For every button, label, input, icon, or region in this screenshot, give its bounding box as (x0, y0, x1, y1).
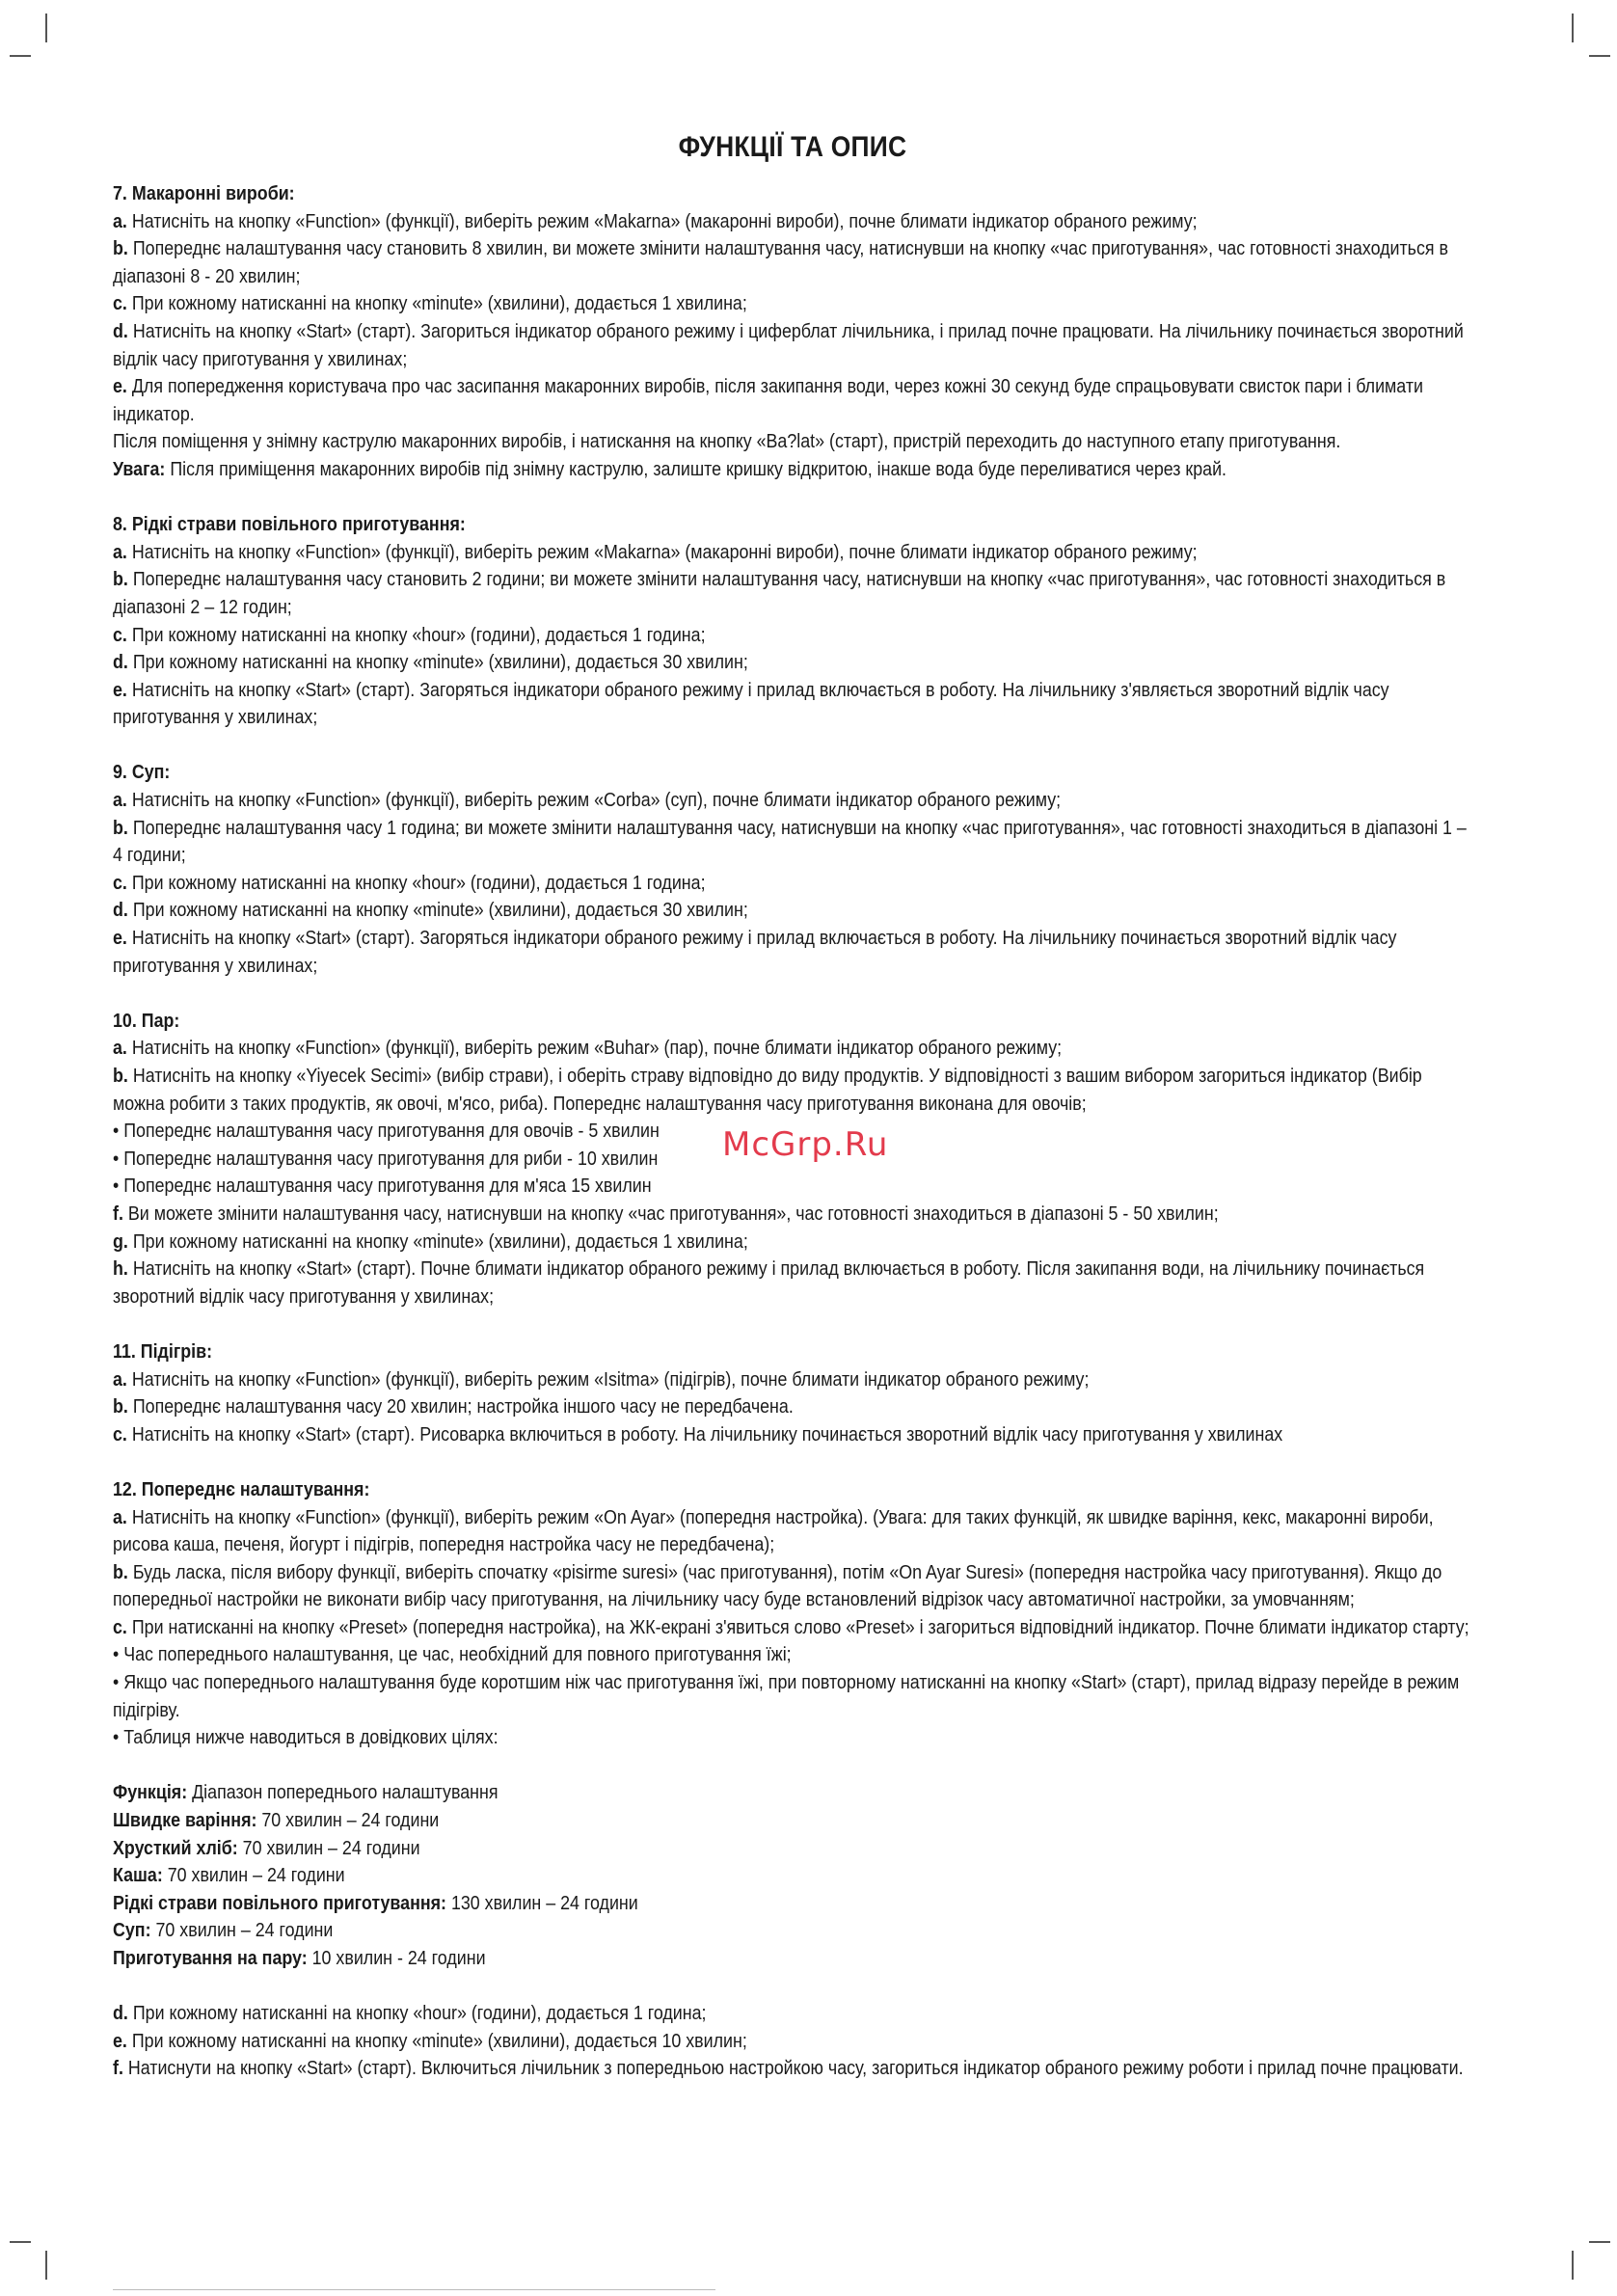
item-label: b. (113, 1066, 128, 1087)
paragraph-line (113, 622, 1471, 650)
item-label: Приготування на пару: (113, 1948, 308, 1969)
paragraph-line (113, 870, 1471, 898)
section (113, 2000, 1471, 2083)
item-label: a. (113, 1368, 127, 1391)
paragraph-line (113, 787, 1471, 815)
paragraph-line (113, 1256, 1471, 1310)
item-label: a. (113, 210, 127, 232)
item-text: Натисніть на кнопку «Function» (функції), виберіть режим «Isitma» (підігрів), почне блимати індикатор обраного режиму; (126, 1368, 1090, 1391)
section-heading: 12. Попереднє налаштування: (113, 1478, 370, 1500)
item-text: 70 хвилин – 24 години (162, 1865, 345, 1887)
crop-mark (1589, 2241, 1610, 2243)
paragraph-line (113, 1835, 1471, 1863)
paragraph-line (113, 1201, 1471, 1229)
item-label: b. (113, 569, 128, 591)
item-label: f. (113, 2058, 123, 2080)
item-text: При натисканні на кнопку «Preset» (попередня настройка), на ЖК-екрані з'явиться слово «Preset» і загориться відповідний індикатор. Почне блимати індикатор старту; (126, 1616, 1469, 1638)
paragraph-line (113, 1035, 1471, 1063)
watermark: McGrp.Ru (722, 1125, 889, 1164)
paragraph-line (113, 235, 1471, 290)
item-label: c. (113, 293, 127, 315)
item-text: Попереднє налаштування часу 20 хвилин; настройка іншого часу не передбачена. (127, 1396, 794, 1418)
item-text: Ви можете змінити налаштування часу, натиснувши на кнопку «час приготування», час готовності знаходиться в діапазоні 5 - 50 хвилин; (122, 1202, 1219, 1225)
paragraph-line (113, 1779, 1471, 1807)
section-heading: 11. Підігрів: (113, 1340, 213, 1363)
item-text: 70 хвилин – 24 години (256, 1810, 440, 1832)
item-text: При кожному натисканні на кнопку «minute» (хвилини), додається 10 хвилин; (126, 2030, 747, 2052)
item-text: • Якщо час попереднього налаштування буде коротшим ніж час приготування їжі, при повторному натисканні на кнопку «Start» (старт), прилад відразу перейде в режим підігріву. (113, 1672, 1460, 1721)
paragraph-line (113, 1862, 1471, 1890)
item-label: c. (113, 624, 127, 646)
item-text: При кожному натисканні на кнопку «minute» (хвилини), додається 1 хвилина; (126, 293, 747, 315)
paragraph-line (113, 566, 1471, 621)
item-label: d. (113, 652, 128, 674)
crop-mark (1572, 2251, 1574, 2280)
item-text: • Попереднє налаштування часу приготування для овочів - 5 хвилин (113, 1121, 660, 1143)
paragraph-line (113, 1393, 1471, 1421)
item-label: h. (113, 1258, 128, 1281)
paragraph-line (113, 318, 1471, 373)
item-text: 70 хвилин – 24 години (237, 1837, 420, 1859)
item-text: Після поміщення у знімну каструлю макаронних виробів, і натискання на кнопку «Ba?lat» (старт), пристрій переходить до наступного етапу приготування. (113, 431, 1341, 453)
paragraph-line (113, 1945, 1471, 1973)
paragraph-line (113, 373, 1471, 428)
paragraph-line (113, 897, 1471, 925)
paragraph-line (113, 1917, 1471, 1945)
item-text: Натисніть на кнопку «Function» (функції), виберіть режим «On Ayar» (попередня настройка). (Увага: для таких функцій, як швидке варіння, кекс, макаронні вироби, рисова каша, печеня, йогурт і підігрів, попередня настройка часу не передбачена); (113, 1506, 1434, 1556)
paragraph-line (113, 649, 1471, 677)
item-text: • Час попереднього налаштування, це час, необхідний для повного приготування їжі; (113, 1644, 792, 1666)
item-label: d. (113, 320, 128, 342)
item-text: Натисніть на кнопку «Start» (старт). Рисоварка включиться в роботу. На лічильнику починається зворотний відлік часу приготування у хвилинах (126, 1423, 1283, 1445)
item-label: c. (113, 1616, 127, 1638)
item-text: Натисніть на кнопку «Function» (функції), виберіть режим «Corba» (суп), почне блимати індикатор обраного режиму; (126, 790, 1062, 812)
paragraph-line (113, 539, 1471, 567)
item-text: Натисніть на кнопку «Start» (старт). Загориться індикатор обраного режиму і циферблат лічильника, і прилад почне працювати. На лічильнику починається зворотний відлік часу приготування у хвилинах; (113, 320, 1464, 370)
paragraph-line (113, 677, 1471, 732)
item-label: b. (113, 238, 128, 260)
page-title: ФУНКЦІЇ ТА ОПИС (678, 131, 907, 163)
item-text: Натисніть на кнопку «Function» (функції), виберіть режим «Makarna» (макаронні вироби), почне блимати індикатор обраного режиму; (126, 210, 1198, 232)
item-text: При кожному натисканні на кнопку «hour» (години), додається 1 година; (127, 2003, 707, 2025)
item-label: a. (113, 1506, 127, 1528)
section-heading: 9. Суп: (113, 762, 171, 784)
item-label: e. (113, 376, 127, 398)
paragraph-line (113, 208, 1471, 236)
paragraph-line (113, 1724, 1471, 1752)
item-text: Натисніть на кнопку «Start» (старт). Загоряться індикатори обраного режиму і прилад включається в роботу. На лічильнику з'являється зворотний відлік часу приготування у хвилинах; (113, 679, 1389, 729)
item-label: c. (113, 1423, 127, 1445)
item-label: Функція: (113, 1782, 188, 1804)
item-text: При кожному натисканні на кнопку «hour» (години), додається 1 година; (126, 872, 706, 894)
item-label: e. (113, 2030, 127, 2052)
section (113, 180, 1471, 484)
item-text: • Попереднє налаштування часу приготування для м'яса 15 хвилин (113, 1175, 652, 1198)
item-text: При кожному натисканні на кнопку «hour» (години), додається 1 година; (126, 624, 706, 646)
section (113, 759, 1471, 980)
item-label: Швидке варіння: (113, 1810, 257, 1832)
paragraph-line (113, 1366, 1471, 1394)
item-text: При кожному натисканні на кнопку «minute» (хвилини), додається 1 хвилина; (127, 1230, 748, 1253)
section (113, 1338, 1471, 1448)
item-label: f. (113, 1202, 123, 1225)
crop-mark (10, 55, 31, 57)
item-label: a. (113, 541, 127, 563)
paragraph-line (113, 2028, 1471, 2056)
section-heading: 10. Пар: (113, 1010, 180, 1032)
crop-mark (45, 14, 47, 42)
paragraph-line (113, 1421, 1471, 1449)
section-heading: 8. Рідкі страви повільного приготування: (113, 514, 466, 536)
item-label: e. (113, 928, 127, 950)
item-text: Для попередження користувача про час засипання макаронних виробів, після закипання води, через кожні 30 секунд буде спрацьовувати свисток пари і блимати індикатор. (113, 376, 1423, 425)
paragraph-line (113, 815, 1471, 870)
section (113, 1779, 1471, 1972)
item-text: Діапазон попереднього налаштування (187, 1782, 499, 1804)
paragraph-line (113, 1641, 1471, 1669)
paragraph-line (113, 2000, 1471, 2028)
item-label: d. (113, 2003, 128, 2025)
bottom-rule (113, 2289, 715, 2290)
item-text: Попереднє налаштування часу становить 8 хвилин, ви можете змінити налаштування часу, натиснувши на кнопку «час приготування», час готовності знаходиться в діапазоні 8 - 20 хвилин; (113, 238, 1448, 287)
paragraph-line (113, 1063, 1471, 1118)
item-label: Каша: (113, 1865, 163, 1887)
item-label: a. (113, 790, 127, 812)
item-text: Натисніть на кнопку «Function» (функції), виберіть режим «Makarna» (макаронні вироби), почне блимати індикатор обраного режиму; (126, 541, 1198, 563)
crop-mark (45, 2251, 47, 2280)
paragraph-line (113, 1559, 1471, 1614)
paragraph-line (113, 1669, 1471, 1724)
paragraph-line (113, 925, 1471, 980)
paragraph-line (113, 1614, 1471, 1642)
item-label: a. (113, 1038, 127, 1060)
item-label: Суп: (113, 1920, 151, 1942)
item-text: 70 хвилин – 24 години (150, 1920, 334, 1942)
item-text: • Таблиця нижче наводиться в довідкових цілях: (113, 1727, 499, 1749)
section-heading: 7. Макаронні вироби: (113, 183, 295, 204)
item-text: При кожному натисканні на кнопку «minute» (хвилини), додається 30 хвилин; (127, 900, 748, 922)
item-text: Після приміщення макаронних виробів під знімну каструлю, залиште кришку відкритою, інакше вода буде переливатися через край. (165, 458, 1226, 480)
crop-mark (10, 2241, 31, 2243)
item-text: Натисніть на кнопку «Start» (старт). Почне блимати індикатор обраного режиму і прилад включається в роботу. Після закипання води, на лічильнику починається зворотний відлік часу приготування у хвилинах; (113, 1258, 1425, 1308)
section (113, 511, 1471, 732)
crop-mark (1572, 14, 1574, 42)
paragraph-line (113, 456, 1471, 484)
item-label: Хрусткий хліб: (113, 1837, 238, 1859)
item-label: b. (113, 817, 128, 839)
item-text: Натисніть на кнопку «Function» (функції), виберіть режим «Buhar» (пар), почне блимати індикатор обраного режиму; (126, 1038, 1063, 1060)
item-text: Попереднє налаштування часу становить 2 години; ви можете змінити налаштування часу, натиснувши на кнопку «час приготування», час готовності знаходиться в діапазоні 2 – 12 годин; (113, 569, 1446, 618)
item-text: • Попереднє налаштування часу приготування для риби - 10 хвилин (113, 1148, 659, 1170)
item-text: Попереднє налаштування часу 1 година; ви можете змінити налаштування часу, натиснувши на кнопку «час приготування», час готовності знаходиться в діапазоні 1 – 4 години; (113, 817, 1467, 867)
item-text: Будь ласка, після вибору функції, виберіть спочатку «pisirme suresi» (час приготування), потім «On Ayar Suresi» (попередня настройка часу приготування). Якщо до попередньої настройки не виконати вибір часу приготування, на лічильнику часу буде встановлений відрізок часу автоматичної настройки, за умовчанням; (113, 1561, 1442, 1611)
item-text: Натисніть на кнопку «Yiyecek Secimi» (вибір страви), і оберіть страву відповідно до виду продуктів. У відповідності з вашим вибором загориться індикатор (Вибір можна робити з таких продуктів, як овочі, м'ясо, риба). Попереднє налаштування часу приготування виконана для овочів; (113, 1066, 1422, 1115)
item-text: 130 хвилин – 24 години (445, 1892, 638, 1914)
crop-mark (1589, 55, 1610, 57)
item-label: c. (113, 872, 127, 894)
paragraph-line (113, 1229, 1471, 1256)
item-text: 10 хвилин - 24 години (307, 1948, 486, 1969)
paragraph-line (113, 1173, 1471, 1201)
paragraph-line (113, 1890, 1471, 1918)
paragraph-line (113, 2055, 1471, 2083)
item-label: Рідкі страви повільного приготування: (113, 1892, 446, 1914)
paragraph-line (113, 290, 1471, 318)
paragraph-line (113, 1807, 1471, 1835)
item-label: Увага: (113, 458, 166, 480)
item-text: Натиснути на кнопку «Start» (старт). Включиться лічильник з попередньою настройкою часу, загориться індикатор обраного режиму роботи і прилад почне працювати. (122, 2058, 1464, 2080)
item-text: При кожному натисканні на кнопку «minute» (хвилини), додається 30 хвилин; (127, 652, 748, 674)
paragraph-line (113, 428, 1471, 456)
paragraph-line (113, 1504, 1471, 1559)
item-label: b. (113, 1561, 128, 1583)
item-label: d. (113, 900, 128, 922)
item-label: b. (113, 1396, 128, 1418)
section (113, 1476, 1471, 1752)
item-label: e. (113, 679, 127, 701)
item-label: g. (113, 1230, 128, 1253)
item-text: Натисніть на кнопку «Start» (старт). Загоряться індикатори обраного режиму і прилад включається в роботу. На лічильнику починається зворотний відлік часу приготування у хвилинах; (113, 928, 1397, 977)
